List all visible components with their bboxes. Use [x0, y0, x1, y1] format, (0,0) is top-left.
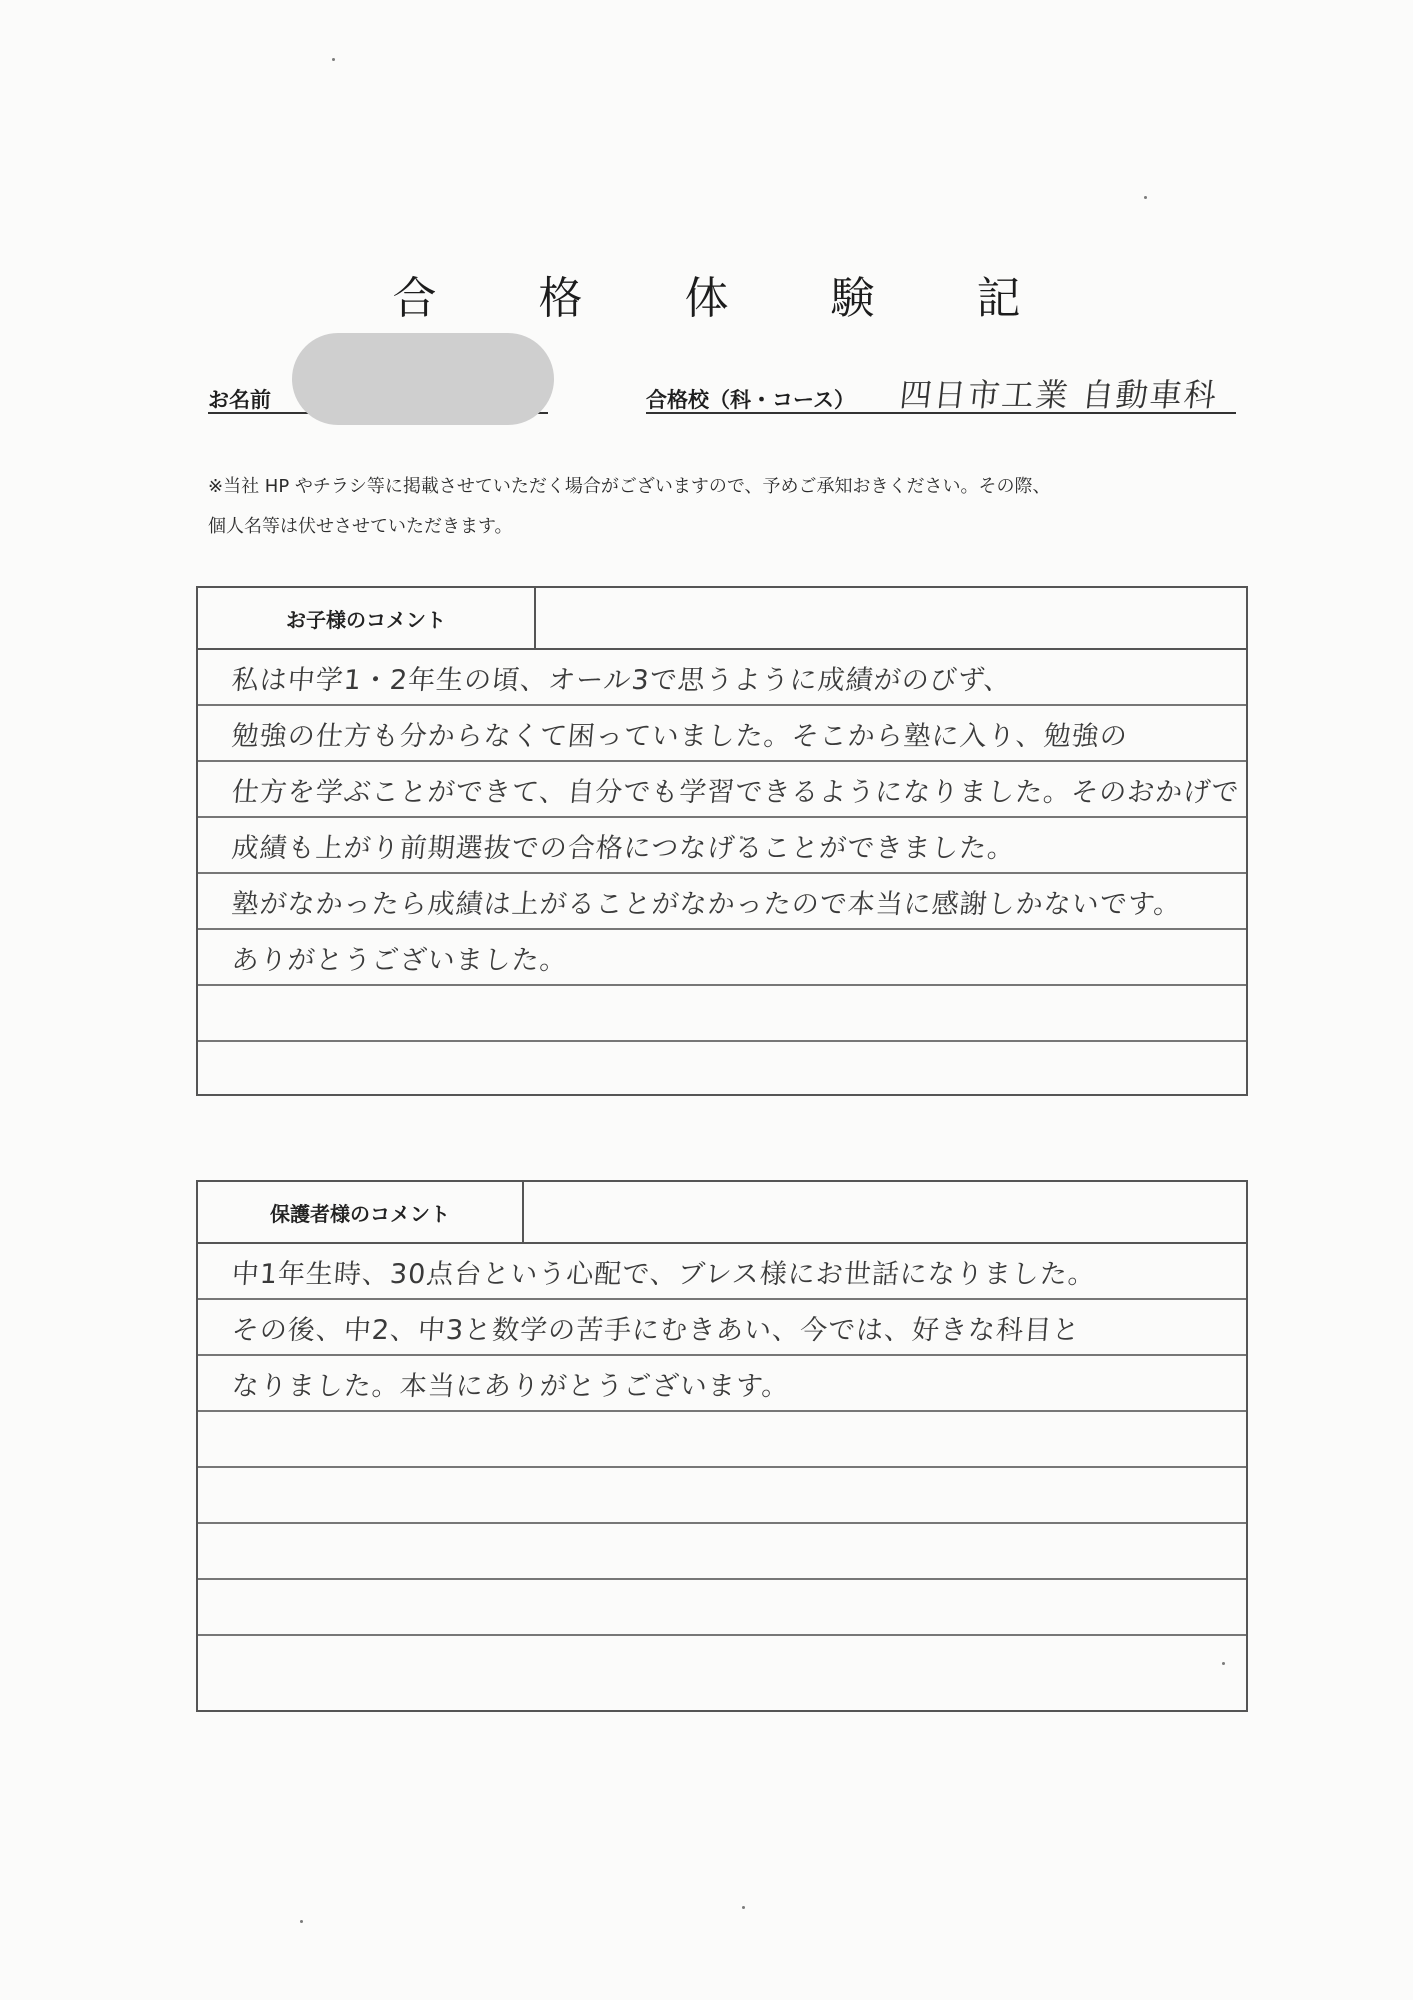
child-comment-line: [198, 818, 1246, 874]
parent-comment-box: [196, 1180, 1248, 1712]
parent-comment-line: [198, 1468, 1246, 1524]
parent-comment-line: [198, 1580, 1246, 1636]
parent-comment-line: [198, 1244, 1246, 1300]
scan-speck: [332, 58, 335, 61]
parent-comment-header: 保護者様のコメント: [198, 1182, 524, 1242]
school-value: 四日市工業 自動車科: [897, 376, 1220, 414]
parent-comment-text: 中1年生時、30点台という心配で、ブレス様にお世話になりました。: [230, 1258, 1097, 1290]
child-comment-text: 塾がなかったら成績は上がることがなかったので本当に感謝しかないです。: [230, 888, 1183, 920]
child-comment-text: 勉強の仕方も分からなくて困っていました。そこから塾に入り、勉強の: [230, 720, 1130, 752]
name-label: お名前: [208, 388, 271, 412]
scan-speck: [742, 1906, 745, 1909]
parent-comment-text: なりました。本当にありがとうございます。: [230, 1370, 791, 1402]
child-comment-line: [198, 706, 1246, 762]
child-comment-header-row: [198, 588, 1246, 650]
parent-comment-text: その後、中2、中3と数学の苦手にむきあい、今では、好きな科目と: [230, 1314, 1082, 1346]
child-comment-line: [198, 650, 1246, 706]
child-comment-text: ありがとうございました。: [230, 944, 570, 976]
school-label: 合格校（科・コース）: [646, 388, 855, 412]
child-comment-line: [198, 874, 1246, 930]
page-title: 合 格 体 験 記: [392, 273, 1065, 324]
parent-comment-line: [198, 1636, 1246, 1692]
notice-line: 個人名等は伏せさせていただきます。: [208, 516, 513, 537]
parent-comment-line: [198, 1524, 1246, 1580]
child-comment-line: [198, 986, 1246, 1042]
scan-speck: [300, 1920, 303, 1923]
name-redaction: [292, 333, 554, 425]
scan-speck: [1144, 196, 1147, 199]
parent-comment-line: [198, 1412, 1246, 1468]
child-comment-text: 成績も上がり前期選抜での合格につなげることができました。: [230, 832, 1017, 864]
parent-comment-line: [198, 1300, 1246, 1356]
child-comment-text: 仕方を学ぶことができて、自分でも学習できるようになりました。そのおかげで: [230, 776, 1241, 808]
child-comment-header: お子様のコメント: [198, 588, 536, 648]
child-comment-box: [196, 586, 1248, 1096]
notice-line: ※当社 HP やチラシ等に掲載させていただく場合がございますので、予めご承知おきください。その際、: [208, 476, 1051, 497]
child-comment-line: [198, 762, 1246, 818]
child-comment-line: [198, 1042, 1246, 1098]
parent-comment-line: [198, 1356, 1246, 1412]
child-comment-text: 私は中学1・2年生の頃、オール3で思うように成績がのびず、: [230, 664, 1013, 696]
parent-comment-header-row: [198, 1182, 1246, 1244]
child-comment-line: [198, 930, 1246, 986]
